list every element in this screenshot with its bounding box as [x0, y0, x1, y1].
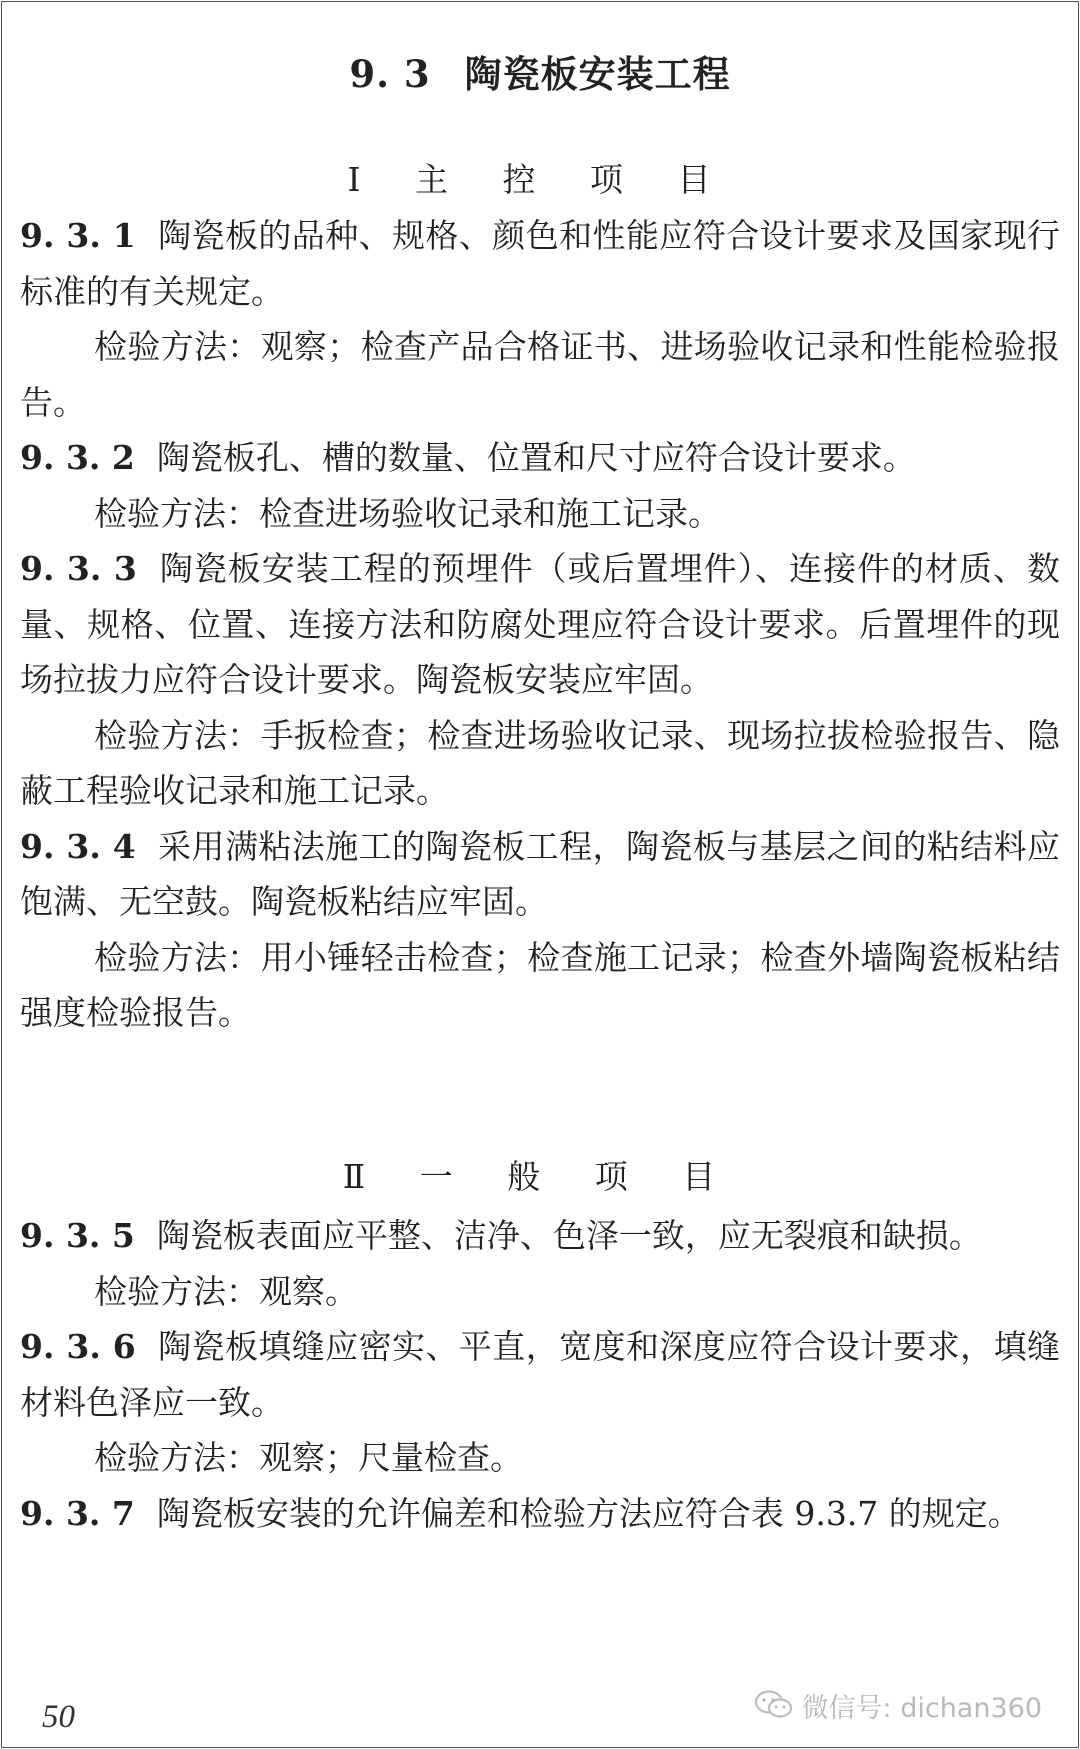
clause-text: 陶瓷板表面应平整、洁净、色泽一致，应无裂痕和缺损。 [156, 1216, 982, 1255]
clause-9-3-4 [20, 819, 1060, 930]
clause-text: 陶瓷板的品种、规格、颜色和性能应符合设计要求及国家现行标准的有关规定。 [20, 216, 1061, 311]
clause-9-3-1 [20, 208, 1060, 319]
clause-text: 陶瓷板安装工程的预埋件（或后置埋件）、连接件的材质、数量、规格、位置、连接方法和防腐处理应符合设计要求。后置埋件的现场拉拔力应符合设计要求。陶瓷板安装应牢固。 [20, 549, 1061, 699]
inspection-method: 检验方法：观察；尺量检查。 [94, 1438, 523, 1477]
wechat-watermark [754, 1685, 1042, 1725]
inspection-method: 检验方法：手扳检查；检查进场验收记录、现场拉拔检验报告、隐蔽工程验收记录和施工记录。 [20, 715, 1060, 810]
clause-text: 陶瓷板孔、槽的数量、位置和尺寸应符合设计要求。 [156, 438, 916, 477]
clause-9-3-6 [20, 1319, 1060, 1430]
inspection-method: 检验方法：检查进场验收记录和施工记录。 [94, 493, 721, 533]
clause-9-3-2 [20, 430, 1060, 486]
inspection-method: 检验方法：观察；检查产品合格证书、进场验收记录和性能检验报告。 [20, 327, 1060, 422]
section-title-text: 陶瓷板安装工程 [464, 52, 731, 96]
wechat-icon [754, 1689, 794, 1721]
clause-9-3-5 [20, 1208, 1060, 1264]
inspection-method: 检验方法：用小锤轻击检查；检查施工记录；检查外墙陶瓷板粘结强度检验报告。 [20, 937, 1060, 1032]
clause-9-3-7 [20, 1486, 1060, 1542]
clause-text: 陶瓷板安装的允许偏差和检验方法应符合表 9.3.7 的规定。 [156, 1493, 1021, 1533]
main-control-clauses [20, 208, 1060, 1041]
section-title [2, 44, 1078, 98]
clause-number: 9. 3. 2 [20, 438, 135, 477]
clause-number: 9. 3. 5 [20, 1216, 135, 1255]
section-number: 9. 3 [349, 52, 431, 96]
clause-number: 9. 3. 3 [20, 549, 137, 588]
clause-text: 采用满粘法施工的陶瓷板工程，陶瓷板与基层之间的粘结料应饱满、无空鼓。陶瓷板粘结应牢固。 [20, 826, 1061, 921]
inspection-method: 检验方法：观察。 [94, 1271, 358, 1311]
clause-9-3-3 [20, 541, 1060, 708]
clause-text: 陶瓷板填缝应密实、平直，宽度和深度应符合设计要求，填缝材料色泽应一致。 [20, 1327, 1061, 1422]
clause-number: 9. 3. 4 [20, 826, 136, 866]
watermark-text: 微信号: dichan360 [801, 1692, 1042, 1724]
subsection-heading-main-control: Ⅰ 主 控 项 目 [347, 160, 733, 199]
document-page [1, 1, 1079, 1748]
page-number: 50 [42, 1699, 75, 1735]
general-clauses [20, 1208, 1060, 1541]
clause-number: 9. 3. 7 [20, 1493, 135, 1533]
subsection-heading-general: Ⅱ 一 般 项 目 [342, 1157, 738, 1196]
clause-number: 9. 3. 1 [20, 216, 136, 255]
clause-number: 9. 3. 6 [20, 1327, 136, 1366]
